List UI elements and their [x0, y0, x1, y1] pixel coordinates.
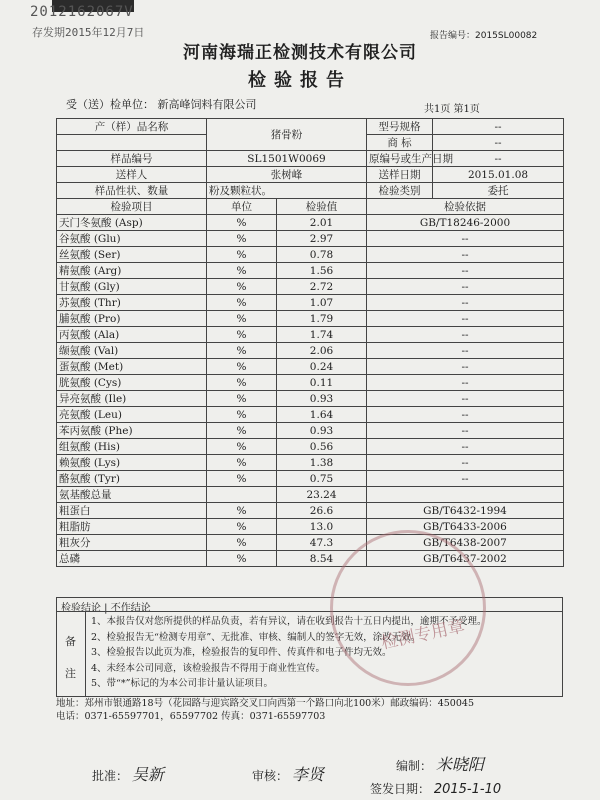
compile-name: 米晓阳: [435, 755, 484, 774]
table-row: [57, 487, 564, 503]
unit-cell: %: [207, 375, 277, 391]
company-name: 河南海瑞正检测技术有限公司: [183, 43, 417, 63]
basis-cell: [367, 487, 564, 503]
value-cell: 0.24: [277, 359, 367, 375]
basis-cell: --: [367, 263, 564, 279]
spec-label: 型号规格: [367, 119, 433, 135]
value-cell: 1.64: [277, 407, 367, 423]
unit-cell: %: [207, 263, 277, 279]
issue-date-value: 2015-1-10: [433, 782, 502, 797]
product-label-fill: [57, 135, 207, 151]
page-count: 共1页 第1页: [424, 104, 480, 115]
unit-cell: %: [207, 343, 277, 359]
basis-cell: --: [367, 375, 564, 391]
sample-no-value: SL1501W0069: [207, 151, 367, 167]
table-row: [57, 231, 564, 247]
unit-cell: %: [207, 503, 277, 519]
item-cell: 苏氨酸 (Thr): [57, 295, 207, 311]
info-row: [57, 151, 564, 167]
value-cell: 0.93: [277, 423, 367, 439]
table-row: [57, 247, 564, 263]
basis-cell: --: [367, 471, 564, 487]
basis-cell: --: [367, 247, 564, 263]
column-header-unit: 单位: [207, 199, 277, 215]
basis-cell: --: [367, 231, 564, 247]
type-label: 检验类别: [367, 183, 433, 199]
compile-label: 编制：: [396, 759, 433, 773]
item-cell: 精氨酸 (Arg): [57, 263, 207, 279]
value-cell: 1.56: [277, 263, 367, 279]
basis-cell: --: [367, 455, 564, 471]
unit-cell: %: [207, 247, 277, 263]
table-row: [57, 423, 564, 439]
table-row: [57, 519, 564, 535]
basis-cell: --: [367, 407, 564, 423]
unit-cell: %: [207, 455, 277, 471]
unit-cell: %: [207, 407, 277, 423]
item-cell: 亮氨酸 (Leu): [57, 407, 207, 423]
table-row: [57, 503, 564, 519]
item-cell: 粗蛋白: [57, 503, 207, 519]
value-cell: 1.79: [277, 311, 367, 327]
table-row: [57, 407, 564, 423]
issue-date: [370, 780, 501, 797]
approve-name: 吴新: [131, 765, 164, 784]
spec-value: --: [433, 119, 564, 135]
value-cell: 23.24: [277, 487, 367, 503]
send-date-label: 送样日期: [367, 167, 433, 183]
trademark-label: 商 标: [367, 135, 433, 151]
note-item: 5、带“*”标记的为本公司非计量认证项目。: [91, 678, 274, 689]
value-cell: 8.54: [277, 551, 367, 567]
item-cell: 甘氨酸 (Gly): [57, 279, 207, 295]
value-cell: 0.75: [277, 471, 367, 487]
note-item: 3、检验报告以此页为准，检验报告的复印件、传真件和电子件均无效。: [91, 647, 392, 658]
item-cell: 组氨酸 (His): [57, 439, 207, 455]
report-table: [56, 118, 564, 567]
send-date-value: 2015.01.08: [433, 167, 564, 183]
value-cell: 1.07: [277, 295, 367, 311]
unit-cell: %: [207, 391, 277, 407]
value-cell: 26.6: [277, 503, 367, 519]
table-row: [57, 439, 564, 455]
unit-cell: [207, 487, 277, 503]
value-cell: 0.11: [277, 375, 367, 391]
unit-cell: %: [207, 423, 277, 439]
info-row: [57, 183, 564, 199]
unit-cell: %: [207, 295, 277, 311]
table-row: [57, 535, 564, 551]
column-header-basis: 检验依据: [367, 199, 564, 215]
item-cell: 脯氨酸 (Pro): [57, 311, 207, 327]
basis-cell: --: [367, 423, 564, 439]
table-row: [57, 375, 564, 391]
item-cell: 总磷: [57, 551, 207, 567]
table-row: [57, 311, 564, 327]
conclusion-label: 检验结论: [61, 603, 101, 614]
conclusion-value: 不作结论: [110, 603, 151, 614]
unit-cell: %: [207, 231, 277, 247]
item-cell: 缬氨酸 (Val): [57, 343, 207, 359]
table-row: [57, 391, 564, 407]
unit-cell: %: [207, 327, 277, 343]
value-cell: 1.74: [277, 327, 367, 343]
unit-cell: %: [207, 359, 277, 375]
item-cell: 丙氨酸 (Ala): [57, 327, 207, 343]
value-cell: 2.06: [277, 343, 367, 359]
column-header-value: 检验值: [277, 199, 367, 215]
item-cell: 粗脂肪: [57, 519, 207, 535]
basis-cell: GB/T6433-2006: [367, 519, 564, 535]
basis-cell: GB/T18246-2000: [367, 215, 564, 231]
address: 地址：郑州市银通路18号（花园路与迎宾路交叉口向西第一个路口向北100米）邮政编码：450045: [56, 698, 474, 709]
unit-cell: %: [207, 215, 277, 231]
stamp-number: 2012162067V: [30, 4, 134, 20]
note-item: 1、本报告仅对您所提供的样品负责，若有异议，请在收到报告十五日内提出，逾期不予受理。: [91, 616, 487, 627]
review-name: 李贤: [291, 765, 324, 784]
client-line: 受（送）检单位： 新高峰饲料有限公司: [66, 98, 257, 111]
item-cell: 酪氨酸 (Tyr): [57, 471, 207, 487]
value-cell: 2.01: [277, 215, 367, 231]
table-row: [57, 215, 564, 231]
item-cell: 氨基酸总量: [57, 487, 207, 503]
value-cell: 0.56: [277, 439, 367, 455]
note-item: 2、检验报告无“检测专用章”、无批准、审核、编制人的签字无效，涂改无效。: [91, 631, 421, 643]
item-cell: 蛋氨酸 (Met): [57, 359, 207, 375]
value-cell: 2.72: [277, 279, 367, 295]
stamp-date: 存发期2015年12月7日: [32, 26, 145, 39]
item-cell: 胱氨酸 (Cys): [57, 375, 207, 391]
item-cell: 天门冬氨酸 (Asp): [57, 215, 207, 231]
basis-cell: --: [367, 295, 564, 311]
basis-cell: --: [367, 439, 564, 455]
state-value: 粉及颗粒状。: [207, 183, 367, 199]
unit-cell: %: [207, 439, 277, 455]
review-signature: [252, 762, 324, 785]
value-cell: 47.3: [277, 535, 367, 551]
approve-label: 批准：: [92, 769, 129, 783]
table-row: [57, 359, 564, 375]
unit-cell: %: [207, 551, 277, 567]
issue-date-label: 签发日期：: [370, 782, 431, 796]
value-cell: 2.97: [277, 231, 367, 247]
unit-cell: %: [207, 311, 277, 327]
compile-signature: [396, 752, 484, 775]
table-row: [57, 295, 564, 311]
page-title: 检验报告: [248, 70, 352, 91]
value-cell: 0.78: [277, 247, 367, 263]
item-cell: 丝氨酸 (Ser): [57, 247, 207, 263]
basis-cell: --: [367, 311, 564, 327]
note-item: 4、未经本公司同意，该检验报告不得用于商业性宣传。: [91, 662, 326, 674]
type-value: 委托: [433, 183, 564, 199]
results-body: [57, 215, 564, 567]
item-cell: 谷氨酸 (Glu): [57, 231, 207, 247]
info-row: [57, 119, 564, 135]
product-label: 产（样）品名称: [57, 119, 207, 135]
conclusion-divider: [57, 611, 562, 612]
unit-cell: %: [207, 279, 277, 295]
conclusion-line: 检验结论 | 不作结论: [61, 603, 151, 614]
report-number: 报告编号：2015SL00082: [430, 31, 538, 41]
approve-signature: [92, 762, 164, 785]
sender-label: 送样人: [57, 167, 207, 183]
info-row: [57, 167, 564, 183]
column-header-item: 检验项目: [57, 199, 207, 215]
basis-cell: --: [367, 391, 564, 407]
column-header-row: [57, 199, 564, 215]
value-cell: 1.38: [277, 455, 367, 471]
value-cell: 0.93: [277, 391, 367, 407]
table-row: [57, 279, 564, 295]
basis-cell: --: [367, 359, 564, 375]
table-row: [57, 327, 564, 343]
footer: [56, 697, 474, 723]
notes-label-1: 备: [65, 635, 76, 648]
basis-cell: GB/T6432-1994: [367, 503, 564, 519]
unit-cell: %: [207, 519, 277, 535]
item-cell: 赖氨酸 (Lys): [57, 455, 207, 471]
table-row: [57, 343, 564, 359]
notes-label-2: 注: [65, 667, 76, 680]
basis-cell: --: [367, 343, 564, 359]
state-label: 样品性状、数量: [57, 183, 207, 199]
table-row: [57, 471, 564, 487]
table-row: [57, 263, 564, 279]
item-cell: 苯丙氨酸 (Phe): [57, 423, 207, 439]
unit-cell: %: [207, 535, 277, 551]
conclusion-box: [56, 597, 563, 697]
origin-value: --: [433, 151, 564, 167]
basis-cell: GB/T6438-2007: [367, 535, 564, 551]
review-label: 审核：: [252, 769, 289, 783]
unit-cell: %: [207, 471, 277, 487]
table-row: [57, 455, 564, 471]
origin-label: 原编号或生产日期: [367, 151, 433, 167]
basis-cell: --: [367, 327, 564, 343]
official-seal: [330, 530, 486, 686]
notes-label: [57, 611, 86, 697]
table-row: [57, 551, 564, 567]
phone: 电话：0371-65597701，65597702 传真：0371-65597703: [56, 711, 326, 722]
item-cell: 异亮氨酸 (Ile): [57, 391, 207, 407]
product-value: 猪骨粉: [207, 119, 367, 151]
sender-value: 张树峰: [207, 167, 367, 183]
basis-cell: --: [367, 279, 564, 295]
basis-cell: GB/T6437-2002: [367, 551, 564, 567]
seal-text: 检测专用章: [379, 616, 467, 654]
item-cell: 粗灰分: [57, 535, 207, 551]
sample-no-label: 样品编号: [57, 151, 207, 167]
trademark-value: --: [433, 135, 564, 151]
value-cell: 13.0: [277, 519, 367, 535]
